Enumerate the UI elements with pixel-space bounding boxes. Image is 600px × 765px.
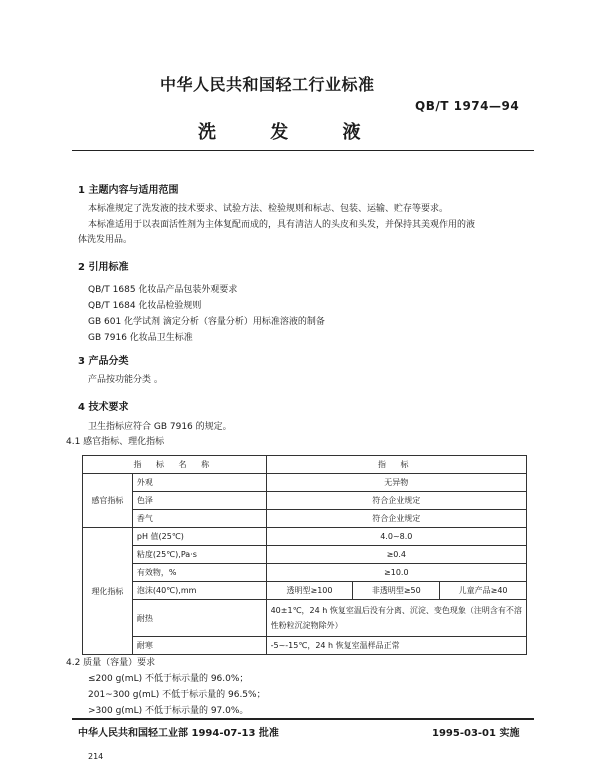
row-name: 耐寒 <box>132 637 266 655</box>
reference-item: GB 7916 化妆品卫生标准 <box>88 333 193 343</box>
row-value: 符合企业规定 <box>266 510 526 528</box>
table-header-item: 指 标 名 称 <box>83 456 267 474</box>
row-value: 40±1℃，24 h 恢复室温后没有分离、沉淀、变色现象（注明含有不溶性粉粒沉淀物除外） <box>266 600 526 637</box>
table-row <box>83 510 527 528</box>
row-name: 泡沫(40℃),mm <box>132 582 266 600</box>
group-physchem: 理化指标 <box>83 528 133 655</box>
industry-title: 中华人民共和国轻工行业标准 <box>160 75 375 94</box>
implementation-line: 1995-03-01 实施 <box>432 728 520 739</box>
reference-item: GB 601 化学试剂 滴定分析（容量分析）用标准溶液的制备 <box>88 317 325 327</box>
row-value: -5~-15℃，24 h 恢复室温样品正常 <box>266 637 526 655</box>
row-name: 外观 <box>132 474 266 492</box>
table-row <box>83 474 527 492</box>
table-row <box>83 600 527 637</box>
section-2-heading: 2 引用标准 <box>78 262 129 273</box>
quantity-line: 201~300 g(mL) 不低于标示量的 96.5%； <box>88 690 266 700</box>
section-3-para: 产品按功能分类 。 <box>88 375 163 385</box>
section-4-para: 卫生指标应符合 GB 7916 的规定。 <box>88 422 232 432</box>
approval-line: 中华人民共和国轻工业部 1994-07-13 批准 <box>78 728 279 739</box>
specification-table <box>82 455 527 655</box>
quantity-line: >300 g(mL) 不低于标示量的 97.0%。 <box>88 706 249 716</box>
standard-number: QB/T 1974—94 <box>415 99 520 113</box>
foam-opaque: 非透明型≥50 <box>353 582 440 600</box>
row-name: 色泽 <box>132 492 266 510</box>
table-row <box>83 582 527 600</box>
group-sensory: 感官指标 <box>83 474 133 528</box>
row-name: 香气 <box>132 510 266 528</box>
quantity-line: ≤200 g(mL) 不低于标示量的 96.0%； <box>88 674 249 684</box>
section-3-heading: 3 产品分类 <box>78 356 129 367</box>
section-1-para-2a: 本标准适用于以表面活性剂为主体复配而成的，具有清洁人的头皮和头发，并保持其美观作用的液 <box>88 220 476 230</box>
foam-transparent: 透明型≥100 <box>266 582 353 600</box>
row-value: ≥0.4 <box>266 546 526 564</box>
row-value: 无异物 <box>266 474 526 492</box>
table-row <box>83 546 527 564</box>
row-name: 粘度(25℃),Pa·s <box>132 546 266 564</box>
reference-item: QB/T 1685 化妆品产品包装外观要求 <box>88 285 238 295</box>
row-name: pH 值(25℃) <box>132 528 266 546</box>
reference-item: QB/T 1684 化妆品检验规则 <box>88 301 202 311</box>
table-row <box>83 637 527 655</box>
table-row <box>83 564 527 582</box>
table-row <box>83 528 527 546</box>
row-value: 4.0~8.0 <box>266 528 526 546</box>
footer-rule <box>72 718 534 720</box>
section-4-heading: 4 技术要求 <box>78 402 129 413</box>
section-1-heading: 1 主题内容与适用范围 <box>78 185 179 196</box>
row-name: 有效物，% <box>132 564 266 582</box>
section-4-2-heading: 4.2 质量（容量）要求 <box>66 658 156 668</box>
header-rule <box>72 150 534 151</box>
row-value: 符合企业规定 <box>266 492 526 510</box>
document-title: 洗 发 液 <box>198 122 385 143</box>
table-header-value: 指 标 <box>266 456 526 474</box>
section-1-para-1: 本标准规定了洗发液的技术要求、试验方法、检验规则和标志、包装、运输、贮存等要求。 <box>88 204 449 214</box>
row-value: ≥10.0 <box>266 564 526 582</box>
section-1-para-2b: 体洗发用品。 <box>78 235 133 245</box>
foam-children: 儿童产品≥40 <box>440 582 527 600</box>
section-4-1-heading: 4.1 感官指标、理化指标 <box>66 437 165 447</box>
page-number: 214 <box>88 752 104 761</box>
row-name: 耐热 <box>132 600 266 637</box>
table-row <box>83 492 527 510</box>
